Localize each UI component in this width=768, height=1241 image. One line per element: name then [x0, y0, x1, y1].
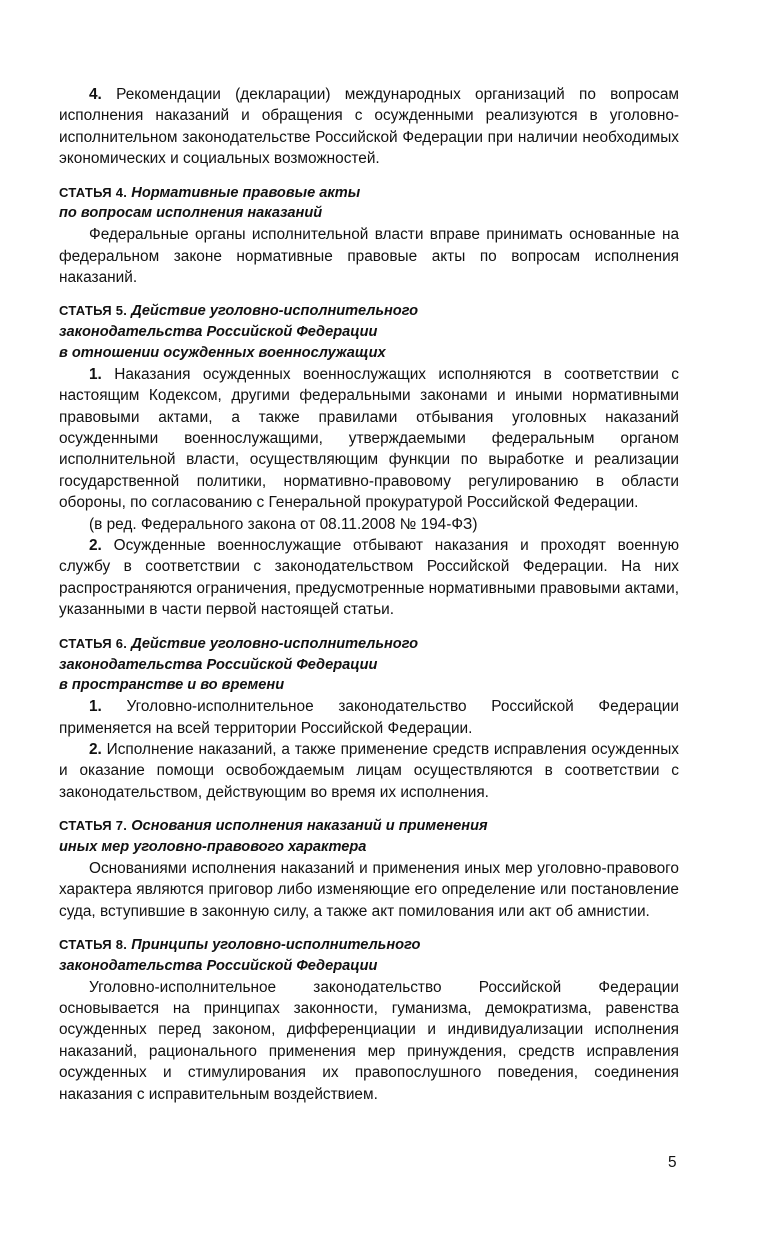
article-5-p2-number: 2.: [89, 537, 102, 555]
article-8-title-line2: законодательства Российской Федерации: [59, 957, 378, 974]
article-7-paragraph: Основаниями исполнения наказаний и применения иных мер уголовно-правового характера являются приговор либо изменяющие его определение или постановление суда, вступившие в законную силу, а также акт помилования или акт об амнистии.: [59, 859, 679, 920]
article-5-paragraph-2: [59, 535, 679, 621]
article-5-p2-text: Осужденные военнослужащие отбывают наказания и проходят военную службу в соответствии с законодательством Российской Федерации. На них распространяются ограничения, предусмотренные нормативными правовыми актами, указанными в части первой настоящей статьи.: [59, 537, 679, 619]
article-7-label: СТАТЬЯ 7.: [59, 818, 128, 834]
article-6-label: СТАТЬЯ 6.: [59, 635, 128, 651]
intro-text: Рекомендации (декларации) международных организаций по вопросам исполнения наказаний и обращения с осужденными реализуются в уголовно-исполнительном законодательстве Российской Федерации при наличии необходимых экономических и социальных возможностей.: [59, 86, 679, 168]
article-7-title-line2: иных мер уголовно-правового характера: [59, 838, 367, 855]
article-4-title-line1: Нормативные правовые акты: [131, 184, 361, 201]
article-6-title-line1: Действие уголовно-исполнительного: [131, 635, 419, 652]
article-6-p2-number: 2.: [89, 740, 102, 758]
article-8-label: СТАТЬЯ 8.: [59, 936, 128, 952]
article-5-amendment-note: (в ред. Федерального закона от 08.11.2008 № 194-ФЗ): [89, 515, 478, 533]
article-5-p1-text: Наказания осужденных военнослужащих исполняются в соответствии с настоящим Кодексом, другими федеральными законами и иными нормативными правовыми актами, а также правилами отбывания уголовных наказаний осужденными военнослужащими, утверждаемыми федеральным органом исполнительной власти, осуществляющим функции по выработке и реализации государственной политики, нормативно-правовому регулированию в области обороны, по согласованию с Генеральной прокуратурой Российской Федерации.: [59, 365, 679, 512]
article-7-heading: [59, 816, 679, 858]
article-6-paragraph-2: [59, 739, 679, 803]
page-number: 5: [668, 1154, 677, 1171]
article-4-title-line2: по вопросам исполнения наказаний: [59, 205, 323, 222]
article-8-heading: [59, 935, 679, 977]
article-6-paragraph-1: [59, 696, 679, 739]
article-4-paragraph: Федеральные органы исполнительной власти вправе принимать основанные на федеральном законе нормативные правовые акты по вопросам исполнения наказаний.: [59, 226, 679, 287]
article-5-label: СТАТЬЯ 5.: [59, 303, 128, 319]
article-8-paragraph: Уголовно-исполнительное законодательство Российской Федерации основывается на принципах законности, гуманизма, демократизма, равенства осужденных перед законом, дифференциации и индивидуализации исполнения наказаний, рационального применения мер принуждения, средств исправления осужденных и стимулирования их правопослушного поведения, соединения наказания с исправительным воздействием.: [59, 978, 679, 1103]
article-5-title-line1: Действие уголовно-исполнительного: [131, 303, 419, 320]
intro-paragraph: [59, 84, 679, 170]
page-body: [59, 84, 679, 1105]
article-7-title-line1: Основания исполнения наказаний и применения: [131, 818, 488, 835]
intro-number: 4.: [89, 86, 102, 103]
article-5-p1-number: 1.: [89, 365, 102, 383]
article-6-heading: [59, 634, 679, 696]
article-5-title-line3: в отношении осужденных военнослужащих: [59, 345, 386, 362]
article-5-paragraph-1: [59, 364, 679, 514]
article-6-p1-text: Уголовно-исполнительное законодательство Российской Федерации применяется на всей территории Российской Федерации.: [59, 698, 679, 737]
article-6-p2-text: Исполнение наказаний, а также применение средств исправления осужденных и оказание помощи освобождаемым лицам осуществляются в соответствии с законодательством, действующим во время их исполнения.: [59, 740, 679, 801]
article-5-heading: [59, 301, 679, 363]
article-6-title-line3: в пространстве и во времени: [59, 677, 285, 694]
article-4-label: СТАТЬЯ 4.: [59, 184, 128, 200]
article-8-title-line1: Принципы уголовно-исполнительного: [131, 936, 421, 953]
article-4-heading: [59, 183, 679, 225]
article-6-title-line2: законодательства Российской Федерации: [59, 656, 378, 673]
article-6-p1-number: 1.: [89, 698, 102, 716]
article-5-title-line2: законодательства Российской Федерации: [59, 324, 378, 341]
